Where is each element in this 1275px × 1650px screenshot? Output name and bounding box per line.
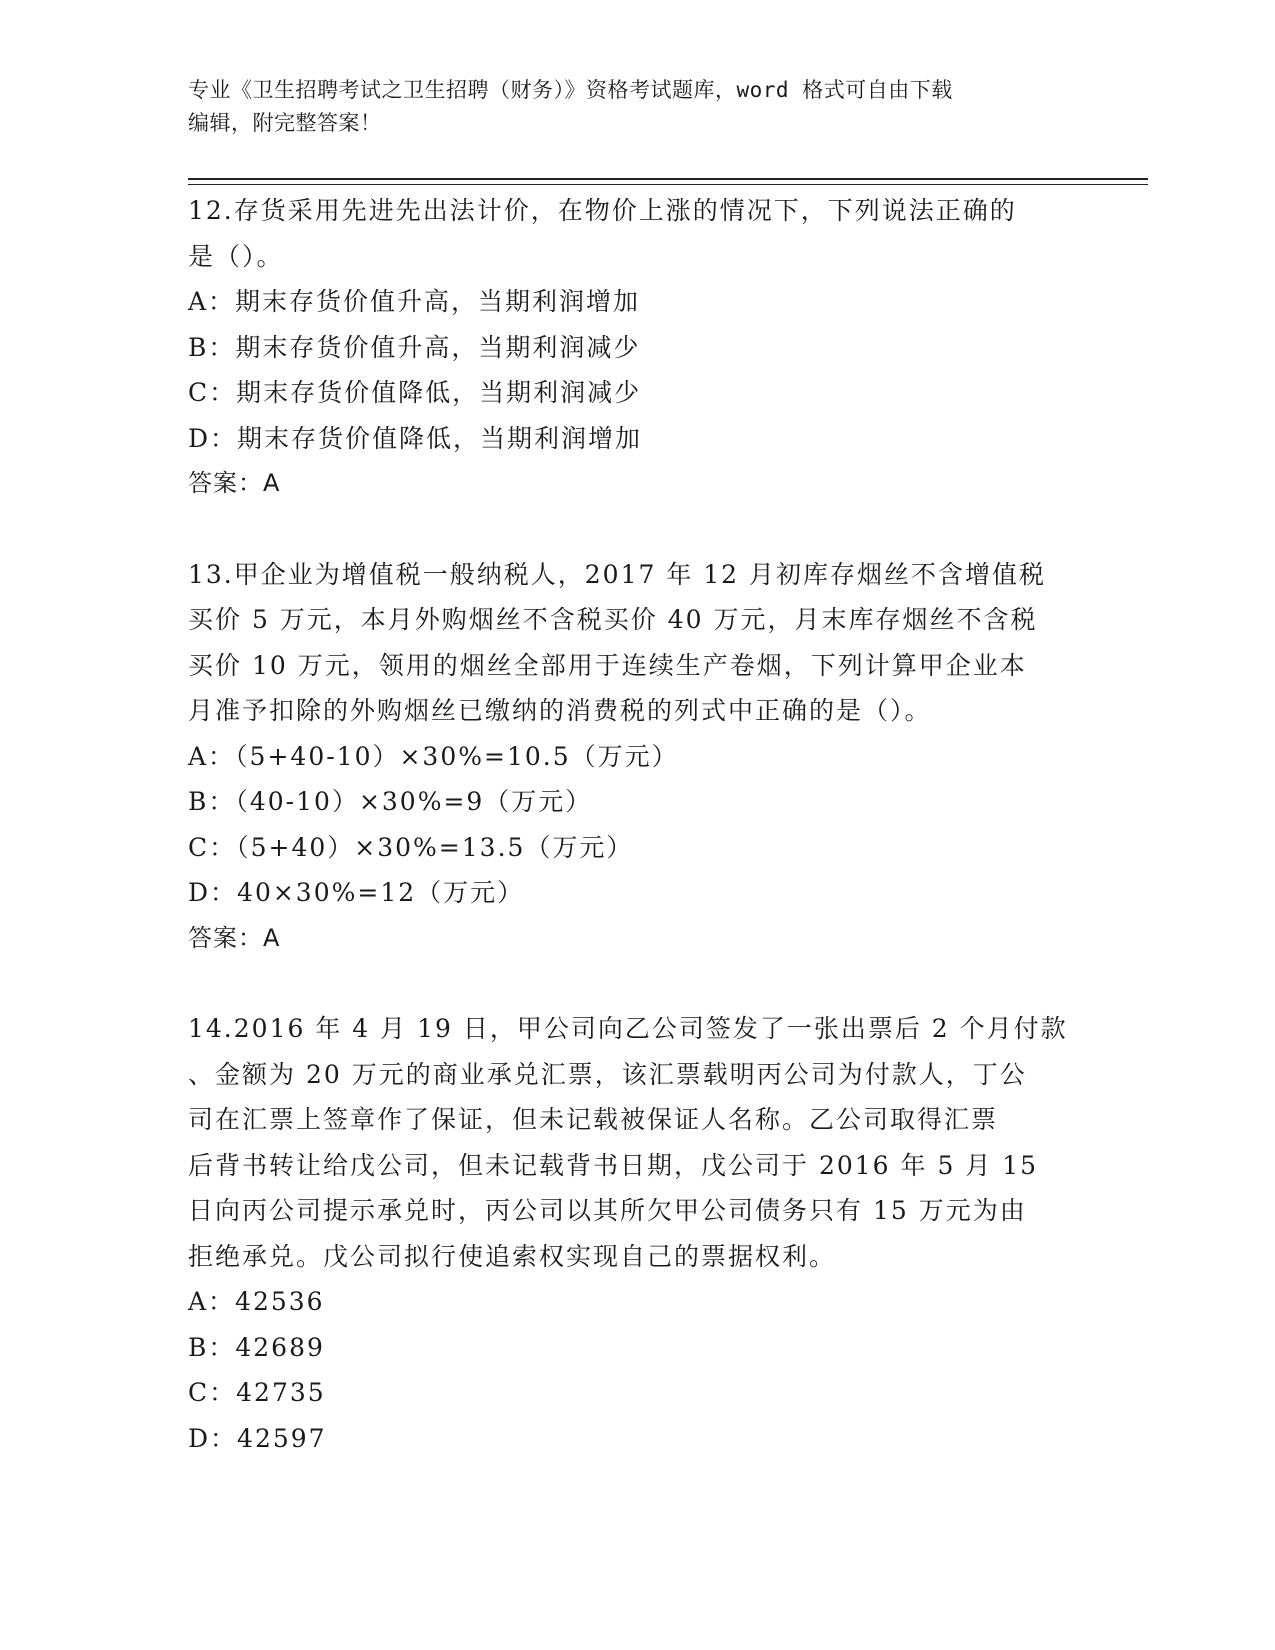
- question-text-line: 司在汇票上签章作了保证，但未记载被保证人名称。乙公司取得汇票: [188, 1105, 999, 1134]
- question-text-line: 14.2016 年 4 月 19 日，甲公司向乙公司签发了一张出票后 2 个月付款: [188, 1014, 1068, 1043]
- question-text-line: 买价 5 万元，本月外购烟丝不含税买价 40 万元，月末库存烟丝不含税: [188, 605, 1038, 634]
- option-a: A：（5+40-10）×30%=10.5（万元）: [188, 741, 679, 771]
- option-c: C：42735: [188, 1378, 326, 1407]
- answer-text: 答案：A: [188, 923, 281, 952]
- question-13: [188, 552, 1088, 962]
- question-text-line: 买价 10 万元，领用的烟丝全部用于连续生产卷烟，下列计算甲企业本: [188, 650, 1027, 680]
- option-c: C：期末存货价值降低，当期利润减少: [188, 378, 642, 407]
- option-a: A：期末存货价值升高，当期利润增加: [188, 287, 641, 316]
- answer-text: 答案：A: [188, 469, 281, 497]
- option-d: D：42597: [188, 1423, 327, 1453]
- question-text-line: 后背书转让给戊公司，但未记载背书日期，戊公司于 2016 年 5 月 15: [188, 1150, 1039, 1180]
- option-b: B：期末存货价值升高，当期利润减少: [188, 332, 641, 362]
- question-text-line: 、金额为 20 万元的商业承兑汇票，该汇票载明丙公司为付款人，丁公: [188, 1059, 1027, 1089]
- question-text-line: 月准予扣除的外购烟丝已缴纳的消费税的列式中正确的是（）。: [188, 696, 932, 725]
- option-b: B：（40-10）×30%=9（万元）: [188, 787, 593, 816]
- option-d: D：期末存货价值降低，当期利润增加: [188, 423, 643, 453]
- option-a: A：42536: [188, 1287, 325, 1316]
- question-12: [188, 188, 1088, 507]
- header-line-1: 专业《卫生招聘考试之卫生招聘（财务）》资格考试题库，word 格式可自由下载: [188, 78, 953, 102]
- header-divider-thick: [188, 178, 1148, 180]
- question-text-line: 是（）。: [188, 241, 284, 271]
- question-text-line: 日向丙公司提示承兑时，丙公司以其所欠甲公司债务只有 15 万元为由: [188, 1196, 1027, 1225]
- question-text-line: 12.存货采用先进先出法计价，在物价上涨的情况下，下列说法正确的: [188, 196, 1017, 225]
- header-divider-thin: [188, 184, 1148, 185]
- question-14: [188, 1006, 1088, 1461]
- option-c: C：（5+40）×30%=13.5（万元）: [188, 832, 634, 862]
- page-header: [188, 74, 1078, 140]
- header-line-2: 编辑，附完整答案！: [188, 111, 382, 135]
- question-text-line: 拒绝承兑。戊公司拟行使追索权实现自己的票据权利。: [188, 1241, 837, 1271]
- option-d: D：40×30%=12（万元）: [188, 878, 525, 907]
- option-b: B：42689: [188, 1332, 325, 1362]
- question-text-line: 13.甲企业为增值税一般纳税人，2017 年 12 月初库存烟丝不含增值税: [188, 559, 1047, 589]
- question-list: [188, 188, 1088, 1506]
